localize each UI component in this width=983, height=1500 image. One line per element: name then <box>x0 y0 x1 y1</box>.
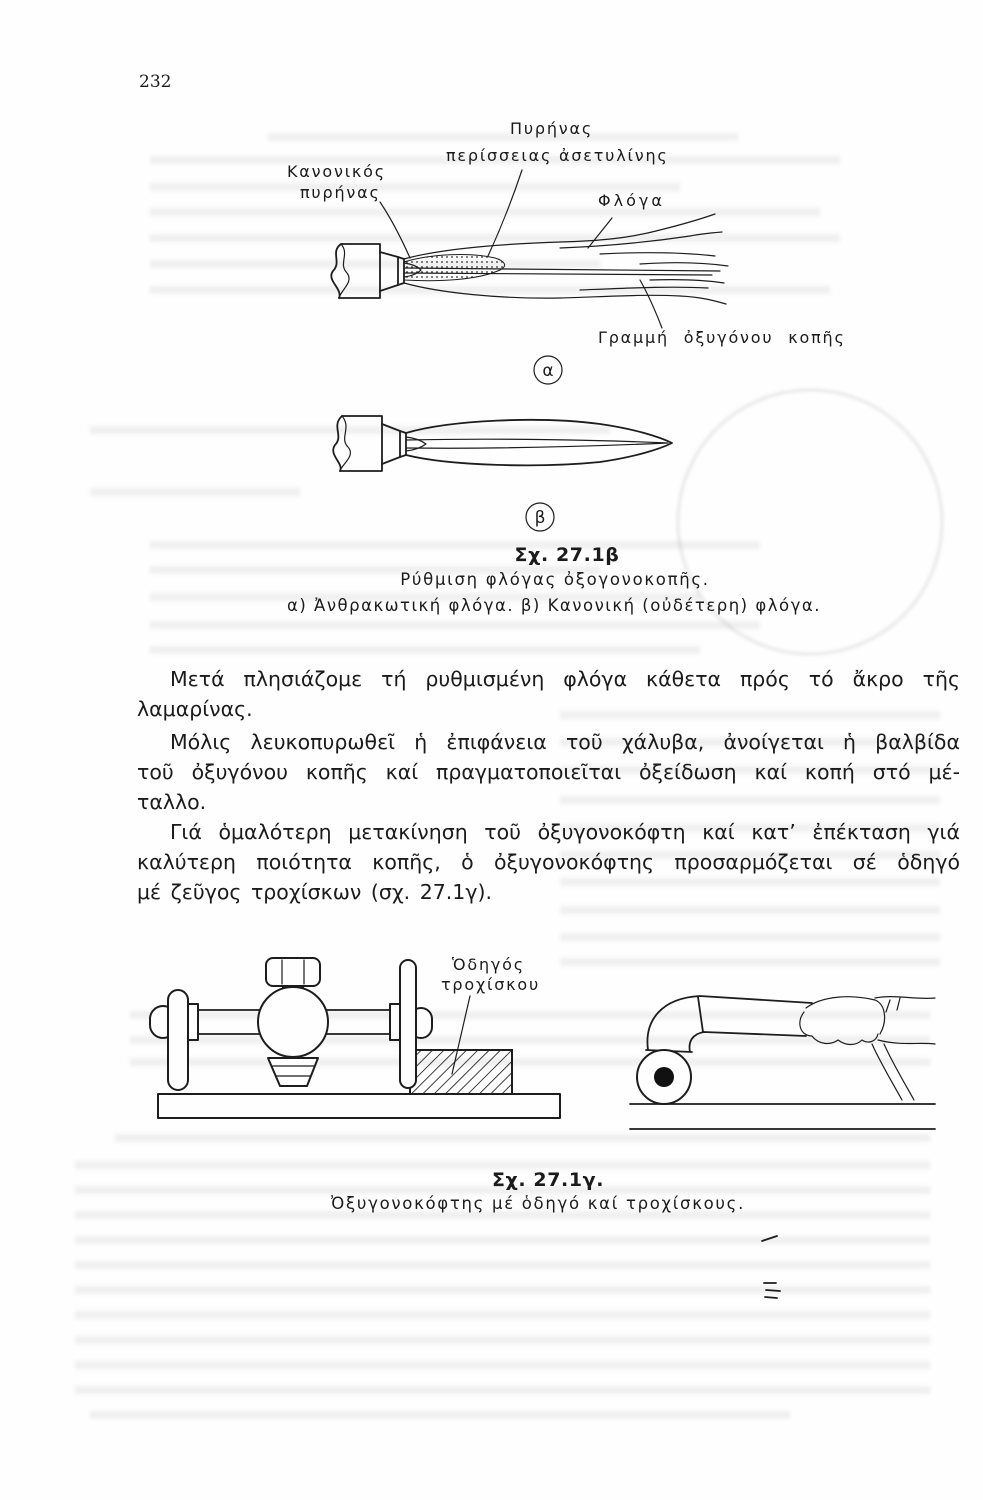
panel-a-marker <box>534 356 562 384</box>
label-excess-core-line1: Πυρήνας <box>510 119 594 138</box>
label-normal-core-line1: Κανονικός <box>287 162 386 181</box>
margin-mark <box>762 1236 780 1298</box>
text-line: μέ ζεῦγος τροχίσκων (σχ. 27.1γ). <box>137 880 492 904</box>
page-number: 232 <box>139 72 172 92</box>
base-plate <box>158 1094 560 1118</box>
text-line: ταλλο. <box>137 790 207 814</box>
figure-27-1g-number: Σχ. 27.1γ. <box>491 1169 605 1191</box>
panel-b-marker <box>526 503 554 531</box>
guide-wheel-hub <box>654 1067 674 1087</box>
torch-nut <box>266 958 320 986</box>
label-excess-core-line2: περίσσειας ἀσετυλίνης <box>446 146 669 165</box>
elbow-tube <box>646 996 812 1052</box>
right-wheel <box>400 960 416 1088</box>
text-line: Μετά πλησιάζομε τή ρυθμισμένη φλόγα κάθετα πρός τό ἄκρο τῆς <box>170 667 960 691</box>
label-guide-line2: τροχίσκου <box>441 975 541 994</box>
gas-hoses <box>872 1044 914 1100</box>
side-plate <box>630 1104 935 1129</box>
figure-27-1b-panel-a <box>331 170 728 384</box>
text-line: τοῦ ὀξυγόνου κοπῆς καί πραγματοποιεῖται ὀξείδωση καί κοπή στό μέ- <box>137 760 960 784</box>
torch-nozzle-a <box>331 244 404 298</box>
figure-27-1b-legend: α) Ἀνθρακωτική φλόγα. β) Κανονική (οὐδέτερη) φλόγα. <box>286 596 821 615</box>
torch-head-ball <box>258 987 328 1057</box>
right-collar <box>390 1004 400 1040</box>
figure-27-1b-panel-b <box>333 416 672 531</box>
wheel-guide-block <box>410 1050 512 1094</box>
left-wheel <box>168 990 188 1090</box>
operator-hand <box>800 997 935 1045</box>
left-collar <box>188 1004 198 1040</box>
label-flame: Φλόγα <box>598 191 665 210</box>
label-cutting-oxygen-line: Γραμμή ὀξυγόνου κοπῆς <box>598 328 846 347</box>
neutral-flame-inner <box>406 439 668 448</box>
torch-nozzle-b <box>333 416 406 471</box>
label-normal-core-line2: πυρήνας <box>300 183 381 202</box>
text-line: λαμαρίνας. <box>137 697 253 721</box>
text-line: καλύτερη ποιότητα κοπῆς, ὁ ὀξυγονοκόφτης προσαρμόζεται σέ ὁδηγό <box>137 850 960 874</box>
text-line: Μόλις λευκοπυρωθεῖ ἡ ἐπιφάνεια τοῦ χάλυβα, ἀνοίγεται ἡ βαλβίδα <box>170 730 960 754</box>
text-line: Γιά ὁμαλότερη μετακίνηση τοῦ ὀξυγονοκόφτη καί κατ’ ἐπέκταση γιά <box>170 820 960 844</box>
figure-27-1g-title: Ὀξυγονοκόφτης μέ ὁδηγό καί τροχίσκους. <box>330 1194 746 1213</box>
figure-27-1g-side-view <box>630 996 935 1129</box>
neutral-flame-outline <box>406 420 672 465</box>
panel-a-marker-letter: α <box>542 361 554 381</box>
figure-27-1b-number: Σχ. 27.1β <box>514 544 620 566</box>
label-guide-line1: Ὁδηγός <box>452 955 525 974</box>
panel-b-marker-letter: β <box>534 508 546 528</box>
figure-27-1b-title: Ρύθμιση φλόγας ὀξογονοκοπῆς. <box>400 570 710 589</box>
torch-cutting-nozzle <box>268 1058 318 1086</box>
